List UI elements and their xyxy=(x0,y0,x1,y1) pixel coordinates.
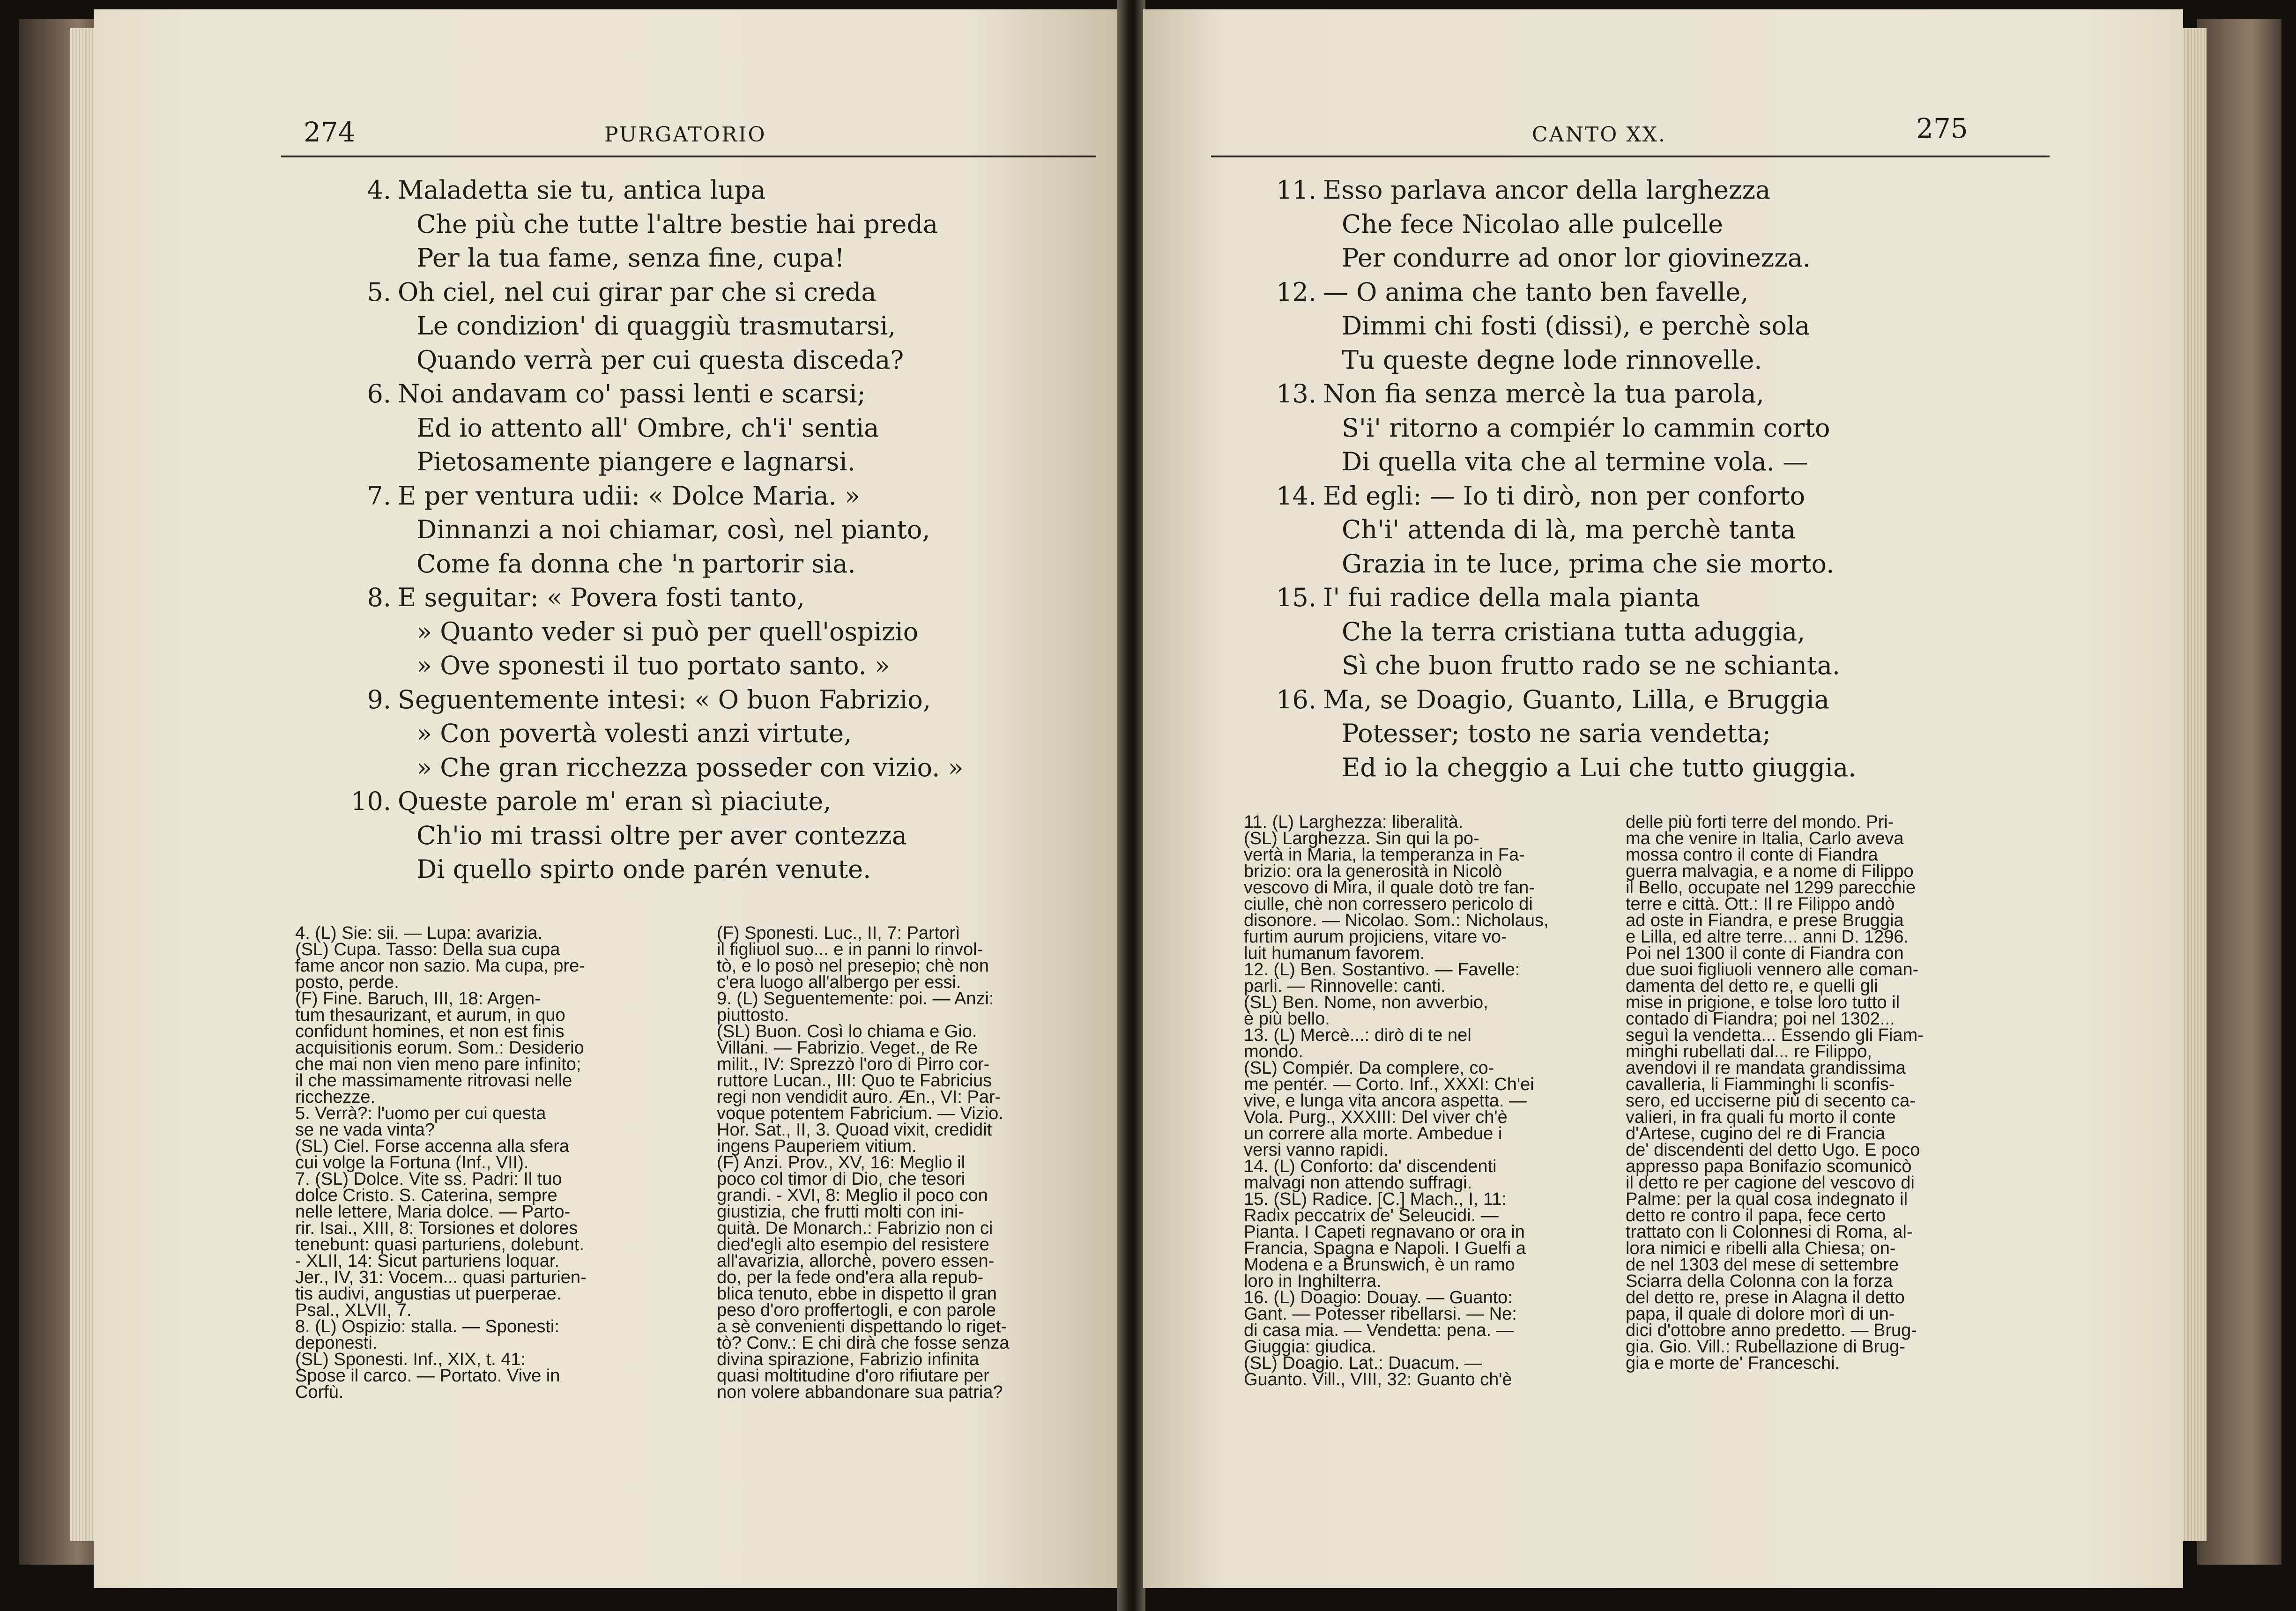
verse-line xyxy=(1272,717,1856,751)
note-line: quità. De Monarch.: Fabrizio non ci xyxy=(717,1218,993,1238)
note-line: Radix peccatrix de' Seleucidi. — xyxy=(1244,1206,1499,1225)
note-line: ingens Pauperiem vitium. xyxy=(717,1136,917,1156)
verse-line xyxy=(1272,649,1856,683)
note-line: se ne vada vinta? xyxy=(295,1120,435,1140)
note-line: (SL) Sponesti. Inf., XIX, t. 41: xyxy=(295,1350,526,1369)
note-line: nelle lettere, Maria dolce. — Parto- xyxy=(295,1202,571,1222)
verse-line xyxy=(1272,751,1856,785)
verse-text: Esso parlava ancor della larghezza xyxy=(1323,175,1771,205)
verse-text: Ed io la cheggio a Lui che tutto giuggia. xyxy=(1342,752,1857,782)
verse-line xyxy=(1272,343,1856,378)
note-line: 8. (L) Ospizio: stalla. — Sponesti: xyxy=(295,1317,559,1336)
note-line: tenebunt: quasi parturiens, dolebunt. xyxy=(295,1235,584,1255)
verse-number: 12. xyxy=(1276,277,1316,307)
note-line: furtim aurum projiciens, vitare vo- xyxy=(1244,927,1507,947)
verse-number: 13. xyxy=(1276,379,1316,408)
verse-text: Dinnanzi a noi chiamar, così, nel pianto, xyxy=(416,515,930,544)
note-line: (F) Fine. Baruch, III, 18: Argen- xyxy=(295,989,541,1009)
note-line: de nel 1303 del mese di settembre xyxy=(1626,1255,1899,1275)
note-line: c'era luogo all'albergo per essi. xyxy=(717,973,961,992)
note-line: malvagi non attendo suffragi. xyxy=(1244,1173,1472,1193)
verse-text: Oh ciel, nel cui girar par che si creda xyxy=(398,277,877,307)
note-line: confidunt homines, et non est finis xyxy=(295,1022,565,1041)
verse-line xyxy=(1272,513,1856,547)
note-line: gia. Gio. Vill.: Rubellazione di Brug- xyxy=(1626,1337,1906,1357)
verse-text: Le condizion' di quaggiù trasmutarsi, xyxy=(416,311,896,341)
note-line: damenta del detto re, e quelli gli xyxy=(1626,976,1878,996)
note-line: seguì la vendetta... Essendo gli Fiam- xyxy=(1626,1025,1924,1045)
verse-text: » Ove sponesti il tuo portato santo. » xyxy=(416,651,890,680)
note-line: e Lilla, ed altre terre... anni D. 1296. xyxy=(1626,927,1909,947)
verse-line xyxy=(349,547,964,581)
verse-text: Quando verrà per cui questa disceda? xyxy=(416,345,904,375)
note-line: (F) Sponesti. Luc., II, 7: Partorì xyxy=(717,923,960,943)
note-line: Francia, Spagna e Napoli. I Guelfi a xyxy=(1244,1239,1526,1258)
note-line: tis audivi, angustias ut puerperae. xyxy=(295,1284,562,1304)
note-line: grandi. - XVI, 8: Meglio il poco con xyxy=(717,1186,988,1205)
verse-number: 11. xyxy=(1276,175,1316,205)
note-line: ricchezze. xyxy=(295,1087,376,1107)
note-line: Palme: per la qual cosa indegnato il xyxy=(1626,1189,1908,1209)
note-line: loro in Inghilterra. xyxy=(1244,1271,1382,1291)
verse-text: Per la tua fame, senza fine, cupa! xyxy=(416,243,845,273)
notes-column-1 xyxy=(1244,814,1651,1388)
page-number: 275 xyxy=(1916,112,1968,144)
note-line: de' discendenti del detto Ugo. E poco xyxy=(1626,1140,1920,1160)
note-line: Vola. Purg., XXXIII: Del viver ch'è xyxy=(1244,1107,1508,1127)
verse-text: Maladetta sie tu, antica lupa xyxy=(398,175,766,205)
verse-block xyxy=(349,173,964,887)
note-line: died'egli alto esempio del resistere xyxy=(717,1235,989,1255)
verse-line xyxy=(349,581,964,615)
running-head: PURGATORIO xyxy=(604,123,766,147)
verse-line xyxy=(349,445,964,479)
verse-text: — O anima che tanto ben favelle, xyxy=(1323,277,1749,307)
note-line: vescovo di Mira, il quale dotò tre fan- xyxy=(1244,878,1535,898)
note-line: fame ancor non sazio. Ma cupa, pre- xyxy=(295,956,585,976)
note-line: (SL) Doagio. Lat.: Duacum. — xyxy=(1244,1353,1482,1373)
verse-line xyxy=(349,615,964,649)
note-line: detto re contro il papa, fece certo xyxy=(1626,1206,1886,1225)
verse-text: Grazia in te luce, prima che sie morto. xyxy=(1342,549,1835,579)
note-line: luit humanum favorem. xyxy=(1244,943,1425,963)
note-line: Pianta. I Capeti regnavano or ora in xyxy=(1244,1222,1525,1242)
verse-text: Ch'i' attenda di là, ma perchè tanta xyxy=(1342,515,1796,544)
note-line: (SL) Compiér. Da complere, co- xyxy=(1244,1058,1494,1078)
note-line: 13. (L) Mercè...: dirò di te nel xyxy=(1244,1025,1471,1045)
note-line: cui volge la Fortuna (Inf., VII). xyxy=(295,1153,529,1173)
verse-text: » Quanto veder si può per quell'ospizio xyxy=(416,616,919,646)
note-line: 7. (SL) Dolce. Vite ss. Padri: Il tuo xyxy=(295,1169,562,1189)
note-line: mossa contro il conte di Fiandra xyxy=(1626,845,1878,865)
verse-line xyxy=(1272,445,1856,479)
verse-text: Ed egli: — Io ti dirò, non per conforto xyxy=(1323,481,1806,511)
note-line: Hor. Sat., II, 3. Quoad vixit, credidit xyxy=(717,1120,992,1140)
note-line: Corfù. xyxy=(295,1382,344,1402)
verse-text: E per ventura udii: « Dolce Maria. » xyxy=(398,481,861,511)
note-line: tum thesaurizant, et aurum, in quo xyxy=(295,1005,565,1025)
verse-line xyxy=(1272,411,1856,445)
note-line: disonore. — Nicolao. Som.: Nicholaus, xyxy=(1244,911,1549,930)
verse-number: 14. xyxy=(1276,481,1316,511)
book-cover-right xyxy=(2197,19,2281,1565)
notes-column-2 xyxy=(717,925,1115,1401)
verse-line xyxy=(1272,683,1856,717)
verse-line xyxy=(349,683,964,717)
note-line: vive, e lunga vita ancora aspetta. — xyxy=(1244,1091,1527,1111)
verse-line xyxy=(349,411,964,445)
verse-line xyxy=(1272,309,1856,343)
note-line: Villani. — Fabrizio. Veget., de Re xyxy=(717,1038,978,1058)
note-line: - XLII, 14: Sicut parturiens loquar. xyxy=(295,1251,559,1271)
verse-number: 8. xyxy=(367,583,391,612)
note-line: do, per la fede ond'era alla repub- xyxy=(717,1268,984,1287)
note-line: sero, ed ucciserne più di secento ca- xyxy=(1626,1091,1916,1111)
verse-line xyxy=(1272,377,1856,411)
verse-number: 10. xyxy=(351,787,391,816)
note-line: Sciarra della Colonna con la forza xyxy=(1626,1271,1893,1291)
verse-line xyxy=(349,853,964,887)
verse-line xyxy=(349,717,964,751)
verse-line xyxy=(349,173,964,208)
verse-line xyxy=(349,751,964,785)
verse-line xyxy=(1272,479,1856,513)
note-line: del detto re, prese in Alagna il detto xyxy=(1626,1288,1905,1307)
note-line: 15. (SL) Radice. [C.] Mach., I, 11: xyxy=(1244,1189,1507,1209)
verse-number: 5. xyxy=(367,277,391,307)
note-line: il detto re per cagione del vescovo di xyxy=(1626,1173,1915,1193)
note-line: trattato con li Colonnesi di Roma, al- xyxy=(1626,1222,1913,1242)
verse-text: Ed io attento all' Ombre, ch'i' sentia xyxy=(416,413,879,443)
note-line: (SL) Ciel. Forse accenna alla sfera xyxy=(295,1136,570,1156)
note-line: 14. (L) Conforto: da' discendenti xyxy=(1244,1157,1497,1176)
note-line: brizio: ora la generosità in Nicolò xyxy=(1244,861,1502,881)
verse-line xyxy=(349,513,964,547)
verse-text: Dimmi chi fosti (dissi), e perchè sola xyxy=(1342,311,1810,341)
verse-text: » Con povertà volesti anzi virtute, xyxy=(416,719,852,748)
note-line: tò? Conv.: E chi dirà che fosse senza xyxy=(717,1333,1010,1353)
verse-text: Seguentemente intesi: « O buon Fabrizio, xyxy=(398,684,931,714)
note-line: ma che venire in Italia, Carlo aveva xyxy=(1626,829,1904,848)
verse-line xyxy=(349,275,964,310)
note-line: tò, e lo posò nel presepio; chè non xyxy=(717,956,989,976)
note-line: (SL) Cupa. Tasso: Della sua cupa xyxy=(295,940,560,959)
note-line: due suoi figliuoli vennero alle coman- xyxy=(1626,960,1919,980)
verse-line xyxy=(349,785,964,819)
verse-text: Queste parole m' eran sì piaciute, xyxy=(398,787,832,816)
note-line: avendovi il re mandata grandissima xyxy=(1626,1058,1906,1078)
verse-line xyxy=(349,208,964,242)
verse-line xyxy=(1272,547,1856,581)
note-line: 12. (L) Ben. Sostantivo. — Favelle: xyxy=(1244,960,1520,980)
note-line: all'avarizia, allorchè, povero essen- xyxy=(717,1251,995,1271)
note-line: Gant. — Potesser ribellarsi. — Ne: xyxy=(1244,1304,1517,1324)
note-line: papa, il quale di dolore morì di un- xyxy=(1626,1304,1895,1324)
verse-line xyxy=(349,649,964,683)
verse-text: Pietosamente piangere e lagnarsi. xyxy=(416,447,855,476)
note-line: versi vanno rapidi. xyxy=(1244,1140,1389,1160)
note-line: dolce Cristo. S. Caterina, sempre xyxy=(295,1186,557,1205)
header-rule xyxy=(1211,156,2050,157)
verse-text: Per condurre ad onor lor giovinezza. xyxy=(1342,243,1811,273)
note-line: acquisitionis eorum. Som.: Desiderio xyxy=(295,1038,584,1058)
verse-text: Non fia senza mercè la tua parola, xyxy=(1323,379,1764,408)
note-line: di casa mia. — Vendetta: pena. — xyxy=(1244,1321,1514,1340)
right-page xyxy=(1143,9,2183,1588)
book-gutter xyxy=(1117,0,1145,1611)
note-line: un correre alla morte. Ambedue i xyxy=(1244,1124,1502,1143)
verse-text: Che la terra cristiana tutta aduggia, xyxy=(1342,616,1806,646)
note-line: cavalleria, li Fiamminghi li sconfis- xyxy=(1626,1075,1895,1094)
note-line: Poi nel 1300 il conte di Fiandra con xyxy=(1626,943,1904,963)
verse-line xyxy=(1272,173,1856,208)
verse-number: 16. xyxy=(1276,684,1316,714)
note-line: deponesti. xyxy=(295,1333,378,1353)
note-line: 5. Verrà?: l'uomo per cui questa xyxy=(295,1104,546,1123)
note-line: (SL) Larghezza. Sin qui la po- xyxy=(1244,829,1479,848)
note-line: delle più forti terre del mondo. Pri- xyxy=(1626,812,1894,832)
note-line: minghi rubellati dal... re Filippo, xyxy=(1626,1042,1872,1062)
header-rule xyxy=(281,156,1096,157)
note-line: d'Artese, cugino del re di Francia xyxy=(1626,1124,1886,1143)
note-line: gia e morte de' Franceschi. xyxy=(1626,1353,1840,1373)
note-line: contado di Fiandra; poi nel 1302... xyxy=(1626,1009,1895,1029)
note-line: giustizia, che frutti molti con ini- xyxy=(717,1202,964,1222)
verse-text: Sì che buon frutto rado se ne schianta. xyxy=(1342,651,1841,680)
verse-text: Ma, se Doagio, Guanto, Lilla, e Bruggia xyxy=(1323,684,1829,714)
verse-line xyxy=(1272,208,1856,242)
note-line: il che massimamente ritrovasi nelle xyxy=(295,1071,572,1091)
note-line: Modena e a Brunswich, è un ramo xyxy=(1244,1255,1515,1275)
note-line: me pentér. — Corto. Inf., XXXI: Ch'ei xyxy=(1244,1075,1534,1094)
note-line: poco col timor di Dio, che tesori xyxy=(717,1169,966,1189)
verse-line xyxy=(349,819,964,853)
verse-text: Di quella vita che al termine vola. — xyxy=(1342,447,1808,476)
verse-number: 7. xyxy=(367,481,391,511)
note-line: lora nimici e ribelli alla Chiesa; on- xyxy=(1626,1239,1896,1258)
note-line: è più bello. xyxy=(1244,1009,1330,1029)
note-line: voque potentem Fabricium. — Vizio. xyxy=(717,1104,1003,1123)
verse-text: Come fa donna che 'n partorir sia. xyxy=(416,549,856,579)
verse-number: 6. xyxy=(367,379,391,408)
note-line: Spose il carco. — Portato. Vive in xyxy=(295,1366,560,1386)
verse-line xyxy=(349,241,964,275)
verse-text: Che fece Nicolao alle pulcelle xyxy=(1342,209,1724,239)
left-page xyxy=(94,9,1120,1588)
note-line: quasi moltitudine d'oro rifiutare per xyxy=(717,1366,989,1386)
note-line: 16. (L) Doagio: Douay. — Guanto: xyxy=(1244,1288,1513,1307)
verse-text: Ch'io mi trassi oltre per aver contezza xyxy=(416,820,907,850)
note-line: il Bello, occupate nel 1299 parecchie xyxy=(1626,878,1916,898)
verse-line xyxy=(1272,581,1856,615)
note-line: dici d'ottobre anno predetto. — Brug- xyxy=(1626,1321,1917,1340)
note-line: (F) Anzi. Prov., XV, 16: Meglio il xyxy=(717,1153,966,1173)
verse-line xyxy=(1272,275,1856,310)
note-line: 11. (L) Larghezza: liberalità. xyxy=(1244,812,1464,832)
verse-text: Potesser; tosto ne saria vendetta; xyxy=(1342,719,1771,748)
note-line: 4. (L) Sie: sii. — Lupa: avarizia. xyxy=(295,923,542,943)
page-number: 274 xyxy=(304,116,356,148)
note-line: appresso papa Bonifazio scomunicò xyxy=(1626,1157,1912,1176)
note-line: (SL) Buon. Così lo chiama e Gio. xyxy=(717,1022,977,1041)
note-line: 9. (L) Seguentemente: poi. — Anzi: xyxy=(717,989,994,1009)
note-line: divina spirazione, Fabrizio infinita xyxy=(717,1350,979,1369)
note-line: Giuggia: giudica. xyxy=(1244,1337,1377,1357)
verse-line xyxy=(349,377,964,411)
verse-number: 9. xyxy=(367,684,391,714)
note-line: ad oste in Fiandra, e prese Bruggia xyxy=(1626,911,1904,930)
note-line: guerra malvagia, e a nome di Filippo xyxy=(1626,861,1914,881)
verse-text: Che più che tutte l'altre bestie hai preda xyxy=(416,209,938,239)
note-line: blica tenuto, ebbe in dispetto il gran xyxy=(717,1284,997,1304)
note-line: regi non vendidit auro. Æn., VI: Par- xyxy=(717,1087,1001,1107)
note-line: peso d'oro proffertogli, e con parole xyxy=(717,1300,996,1320)
verse-text: » Che gran ricchezza posseder con vizio. » xyxy=(416,752,964,782)
note-line: parli. — Rinnovelle: canti. xyxy=(1244,976,1446,996)
note-line: che mai non vien meno pare infinito; xyxy=(295,1054,581,1074)
running-head: CANTO XX. xyxy=(1532,123,1666,147)
note-line: ciulle, chè non corressero pericolo di xyxy=(1244,894,1533,914)
verse-text: S'i' ritorno a compiér lo cammin corto xyxy=(1342,413,1830,443)
note-line: a sè convenienti dispettando lo riget- xyxy=(717,1317,1007,1336)
verse-text: Noi andavam co' passi lenti e scarsi; xyxy=(398,379,866,408)
note-line: vertà in Maria, la temperanza in Fa- xyxy=(1244,845,1525,865)
notes-column-1 xyxy=(295,925,693,1401)
note-line: il figliuol suo... e in panni lo rinvol- xyxy=(717,940,983,959)
verse-line xyxy=(349,343,964,378)
note-line: rir. Isai., XIII, 8: Torsiones et dolores xyxy=(295,1218,578,1238)
note-line: terre e città. Ott.: Il re Filippo andò xyxy=(1626,894,1895,914)
verse-text: I' fui radice della mala pianta xyxy=(1323,583,1700,612)
verse-text: Tu queste degne lode rinnovelle. xyxy=(1342,345,1762,375)
verse-number: 15. xyxy=(1276,583,1316,612)
note-line: valieri, in fra quali fu morto il conte xyxy=(1626,1107,1896,1127)
note-line: mondo. xyxy=(1244,1042,1303,1062)
note-line: ruttore Lucan., III: Quo te Fabricius xyxy=(717,1071,992,1091)
verse-number: 4. xyxy=(367,175,391,205)
note-line: milit., IV: Sprezzò l'oro di Pirro cor- xyxy=(717,1054,990,1074)
note-line: Guanto. Vill., VIII, 32: Guanto ch'è xyxy=(1244,1370,1512,1389)
verse-text: Di quello spirto onde parén venute. xyxy=(416,854,871,884)
verse-line xyxy=(1272,241,1856,275)
note-line: Psal., XLVII, 7. xyxy=(295,1300,412,1320)
note-line: posto, perde. xyxy=(295,973,399,992)
verse-line xyxy=(349,479,964,513)
note-line: mise in prigione, e tolse loro tutto il xyxy=(1626,993,1900,1012)
note-line: Jer., IV, 31: Vocem... quasi parturien- xyxy=(295,1268,587,1287)
note-line: non volere abbandonare sua patria? xyxy=(717,1382,1003,1402)
verse-block xyxy=(1272,173,1856,785)
verse-text: E seguitar: « Povera fosti tanto, xyxy=(398,583,805,612)
verse-line xyxy=(1272,615,1856,649)
note-line: (SL) Ben. Nome, non avverbio, xyxy=(1244,993,1488,1012)
verse-line xyxy=(349,309,964,343)
notes-column-2 xyxy=(1626,814,2038,1372)
note-line: piuttosto. xyxy=(717,1005,789,1025)
